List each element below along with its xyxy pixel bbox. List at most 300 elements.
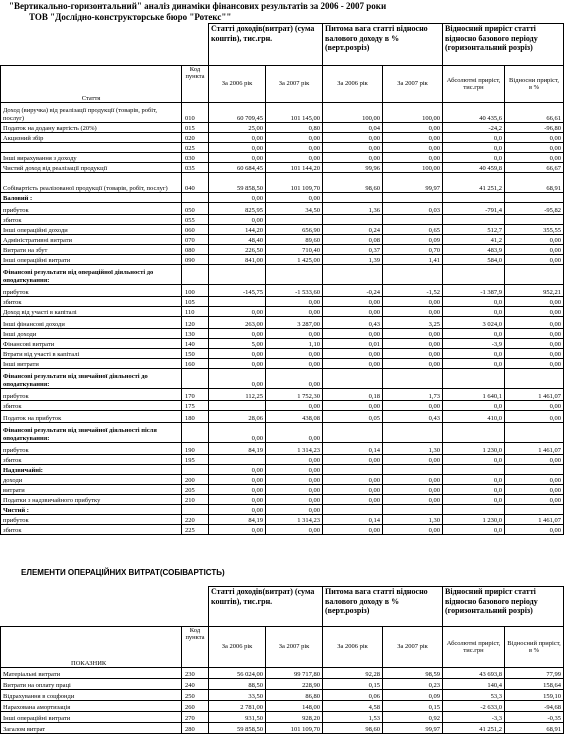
share-2007-column-header: За 2007 рік <box>383 66 443 103</box>
company-name: ТОВ "Дослідно-конструкторське бюро "Ротекс"" <box>29 12 232 22</box>
absolute-growth-cell: 140,4 <box>443 679 505 690</box>
amount-2006-cell: 825,95 <box>209 203 266 215</box>
amount-2006-cell: 60 709,45 <box>209 103 266 123</box>
row-label: Відрахування в соцфонди <box>1 690 182 701</box>
relative-growth-cell: 0,00 <box>505 349 564 359</box>
amount-2007-cell: 101 145,00 <box>266 103 323 123</box>
share-2006-cell: 0,08 <box>323 235 383 245</box>
amount-2007-cell: 0,00 <box>266 133 323 143</box>
share-2007-cell: 99,97 <box>383 723 443 734</box>
absolute-growth-cell <box>443 465 505 475</box>
relative-growth-cell: -95,82 <box>505 203 564 215</box>
share-2006-cell <box>323 423 383 443</box>
absolute-growth-cell: -24,2 <box>443 123 505 133</box>
amount-2006-cell: 25,00 <box>209 123 266 133</box>
share-2007-cell: 0,00 <box>383 297 443 307</box>
share-2007-cell <box>383 265 443 285</box>
share-2006-cell: 0,00 <box>323 329 383 339</box>
share-2006-cell <box>323 369 383 389</box>
amount-2006-cell: 48,40 <box>209 235 266 245</box>
table-row <box>1 235 564 245</box>
absolute-growth-cell: 0,0 <box>443 143 505 153</box>
absolute-growth-cell <box>443 505 505 515</box>
table-row <box>1 317 564 329</box>
table-row <box>1 485 564 495</box>
amount-2007-cell: 101 144,20 <box>266 163 323 173</box>
amount-2006-cell: 931,50 <box>209 712 266 723</box>
relative-growth-cell: 1 461,07 <box>505 443 564 455</box>
relative-growth-cell <box>505 505 564 515</box>
share-2007-cell: 0,92 <box>383 712 443 723</box>
year-2006-column-header: За 2006 рік <box>209 627 266 668</box>
header-blank-cell <box>182 587 209 627</box>
row-label: витрати <box>1 485 182 495</box>
absolute-growth-cell: 0,0 <box>443 401 505 411</box>
amount-2006-cell: 0,00 <box>209 495 266 505</box>
row-label: Доход (виручка) від реалізації продукції (товарів, робіт, послуг) <box>1 103 182 123</box>
relative-growth-cell: 159,10 <box>505 690 564 701</box>
row-code: 130 <box>182 329 209 339</box>
absolute-growth-cell <box>443 369 505 389</box>
share-2006-cell: 0,37 <box>323 245 383 255</box>
amount-2006-cell: 0,00 <box>209 423 266 443</box>
row-label: Податки з надзвичайного прибутку <box>1 495 182 505</box>
relative-growth-cell: -96,80 <box>505 123 564 133</box>
row-label: Надзвичайні: <box>1 465 182 475</box>
amount-2007-cell: 0,00 <box>266 143 323 153</box>
row-label: Матеріальні витрати <box>1 668 182 679</box>
row-code: 120 <box>182 317 209 329</box>
row-code: 080 <box>182 245 209 255</box>
table-row <box>1 443 564 455</box>
row-label: Фінансові результати від операційної діяльності до оподаткування: <box>1 265 182 285</box>
row-code: 260 <box>182 701 209 712</box>
row-code: 090 <box>182 255 209 265</box>
table-row <box>1 505 564 515</box>
relative-growth-cell: 0,00 <box>505 401 564 411</box>
share-2007-cell: -1,52 <box>383 285 443 297</box>
row-label: Податок на прибуток <box>1 411 182 423</box>
row-label: Податок на додану вартість (20%) <box>1 123 182 133</box>
amount-2006-cell: 0,00 <box>209 465 266 475</box>
row-code: 010 <box>182 103 209 123</box>
amount-2006-cell: 0,00 <box>209 143 266 153</box>
table-row <box>1 285 564 297</box>
relative-growth-cell: 0,00 <box>505 359 564 369</box>
row-label: Інші доходи <box>1 329 182 339</box>
amount-2006-cell: 0,00 <box>209 359 266 369</box>
relative-growth-cell <box>505 265 564 285</box>
row-label: Інші вирахування з доходу <box>1 153 182 163</box>
header-blank-cell <box>182 24 209 66</box>
absolute-growth-cell: -791,4 <box>443 203 505 215</box>
table-row <box>1 215 564 225</box>
absolute-growth-cell: 0,0 <box>443 475 505 485</box>
share-2006-cell: 0,06 <box>323 690 383 701</box>
amount-2007-cell: 89,60 <box>266 235 323 245</box>
absolute-growth-cell: 1 640,1 <box>443 389 505 401</box>
table-row <box>1 668 564 679</box>
relative-growth-cell: 77,99 <box>505 668 564 679</box>
relative-growth-cell <box>505 423 564 443</box>
share-2006-column-header: За 2006 рік <box>323 627 383 668</box>
amount-2006-cell <box>209 297 266 307</box>
share-2007-cell: 1,30 <box>383 443 443 455</box>
table-row <box>1 465 564 475</box>
amount-2006-cell: 28,06 <box>209 411 266 423</box>
relative-growth-cell: 0,00 <box>505 307 564 317</box>
row-label: Собівартість реалізованої продукції (товарів, робіт, послуг) <box>1 173 182 193</box>
absolute-growth-cell: 3 024,0 <box>443 317 505 329</box>
share-2006-cell: 98,60 <box>323 173 383 193</box>
share-2007-cell: 0,00 <box>383 495 443 505</box>
amount-2006-cell: 88,50 <box>209 679 266 690</box>
relative-growth-cell: 0,00 <box>505 411 564 423</box>
share-2006-cell <box>323 505 383 515</box>
row-label: прибуток <box>1 443 182 455</box>
row-code: 205 <box>182 485 209 495</box>
amount-2006-cell: 0,00 <box>209 369 266 389</box>
amount-2007-cell: 0,80 <box>266 123 323 133</box>
table-row <box>1 475 564 485</box>
share-2006-cell: 0,00 <box>323 401 383 411</box>
share-2007-cell: 0,00 <box>383 123 443 133</box>
header-blank-cell <box>1 24 182 66</box>
row-label: Інші операційні витрати <box>1 712 182 723</box>
row-code: 150 <box>182 349 209 359</box>
share-2007-column-header: За 2007 рік <box>383 627 443 668</box>
relative-growth-cell: 0,00 <box>505 525 564 535</box>
absolute-growth-cell: 41,2 <box>443 235 505 245</box>
row-label: збиток <box>1 401 182 411</box>
row-label: прибуток <box>1 203 182 215</box>
amount-2007-cell: 438,08 <box>266 411 323 423</box>
relative-growth-cell: 1 461,07 <box>505 389 564 401</box>
amount-2007-cell: 1 425,00 <box>266 255 323 265</box>
share-2007-cell: 0,03 <box>383 203 443 215</box>
amount-2007-cell: 0,00 <box>266 359 323 369</box>
amount-2006-cell: 226,50 <box>209 245 266 255</box>
row-code: 200 <box>182 475 209 485</box>
absolute-growth-cell <box>443 423 505 443</box>
table-row <box>1 225 564 235</box>
absolute-growth-cell: 0,0 <box>443 297 505 307</box>
row-label: Чистий : <box>1 505 182 515</box>
table-row <box>1 411 564 423</box>
row-code: 270 <box>182 712 209 723</box>
amount-2007-cell: 0,00 <box>266 475 323 485</box>
row-label: збиток <box>1 215 182 225</box>
row-code <box>182 465 209 475</box>
share-2006-cell: 0,24 <box>323 225 383 235</box>
share-2007-cell: 98,59 <box>383 668 443 679</box>
financial-results-table <box>0 23 564 535</box>
amount-2007-cell: 656,90 <box>266 225 323 235</box>
relative-growth-cell: 0,00 <box>505 133 564 143</box>
table-row <box>1 255 564 265</box>
row-code: 180 <box>182 411 209 423</box>
share-2006-cell: 0,00 <box>323 525 383 535</box>
amount-2007-cell: 1 314,23 <box>266 443 323 455</box>
amount-2006-cell: 841,00 <box>209 255 266 265</box>
amount-2007-cell: 0,00 <box>266 423 323 443</box>
table-row <box>1 455 564 465</box>
share-2007-cell: 0,00 <box>383 455 443 465</box>
absolute-growth-cell: 0,0 <box>443 329 505 339</box>
income-group-header: Статті доходів(витрат) (сума коштів), тис.грн. <box>209 587 323 627</box>
absolute-growth-cell: 0,0 <box>443 359 505 369</box>
row-label: Інші операційні доходи <box>1 225 182 235</box>
relative-growth-cell: 0,00 <box>505 245 564 255</box>
amount-2007-cell: 0,00 <box>266 349 323 359</box>
row-code: 175 <box>182 401 209 411</box>
amount-2007-cell: 0,00 <box>266 465 323 475</box>
table-row <box>1 712 564 723</box>
share-2006-cell: 0,00 <box>323 455 383 465</box>
table-row <box>1 153 564 163</box>
amount-2007-cell: 148,00 <box>266 701 323 712</box>
row-code: 220 <box>182 515 209 525</box>
share-2007-cell: 0,00 <box>383 349 443 359</box>
amount-2006-cell: 263,00 <box>209 317 266 329</box>
share-2006-cell: 0,00 <box>323 495 383 505</box>
row-label: Втрати від участі в капіталі <box>1 349 182 359</box>
row-label: Інші фінансові доходи <box>1 317 182 329</box>
row-label: Витрати на збут <box>1 245 182 255</box>
row-code: 140 <box>182 339 209 349</box>
row-code <box>182 505 209 515</box>
amount-2007-cell: 0,00 <box>266 329 323 339</box>
share-2007-cell: 0,23 <box>383 679 443 690</box>
header-blank-cell <box>1 587 182 627</box>
amount-2007-cell: 86,80 <box>266 690 323 701</box>
operating-expenses-table <box>0 586 564 734</box>
income-group-header: Статті доходів(витрат) (сума коштів), тис.грн. <box>209 24 323 66</box>
amount-2007-cell <box>266 215 323 225</box>
row-code: 160 <box>182 359 209 369</box>
amount-2006-cell: 2 781,00 <box>209 701 266 712</box>
row-code: 225 <box>182 525 209 535</box>
share-2006-cell <box>323 465 383 475</box>
relative-growth-column-header: Відносни приріст, в % <box>505 66 564 103</box>
absolute-growth-cell <box>443 215 505 225</box>
amount-2006-cell: 0,00 <box>209 525 266 535</box>
amount-2006-cell: 0,00 <box>209 133 266 143</box>
amount-2007-cell: 710,40 <box>266 245 323 255</box>
share-2007-cell: 0,09 <box>383 690 443 701</box>
amount-2006-cell: 0,00 <box>209 349 266 359</box>
amount-2007-cell: 34,50 <box>266 203 323 215</box>
share-2006-cell: 0,14 <box>323 443 383 455</box>
row-code: 015 <box>182 123 209 133</box>
amount-2007-cell: 3 287,00 <box>266 317 323 329</box>
table-row <box>1 265 564 285</box>
table-row <box>1 349 564 359</box>
amount-2006-cell: 0,00 <box>209 153 266 163</box>
relative-growth-cell: 0,00 <box>505 317 564 329</box>
growth-group-header: Відносний приріст статті відносно базового періоду (горизонтальний розріз) <box>443 24 564 66</box>
share-2006-cell: 0,15 <box>323 679 383 690</box>
share-2007-cell: 0,00 <box>383 329 443 339</box>
share-2007-cell: 99,97 <box>383 173 443 193</box>
row-code: 170 <box>182 389 209 401</box>
row-code: 020 <box>182 133 209 143</box>
share-2007-cell <box>383 465 443 475</box>
share-2007-cell: 0,00 <box>383 153 443 163</box>
amount-2006-cell: 59 858,50 <box>209 173 266 193</box>
relative-growth-cell <box>505 465 564 475</box>
amount-2006-cell <box>209 265 266 285</box>
row-label: прибуток <box>1 515 182 525</box>
relative-growth-cell: 0,00 <box>505 339 564 349</box>
share-2007-cell: 0,65 <box>383 225 443 235</box>
relative-growth-column-header: Відносний приріст, в % <box>505 627 564 668</box>
table-row <box>1 690 564 701</box>
amount-2007-cell: 0,00 <box>266 297 323 307</box>
amount-2007-cell: 928,20 <box>266 712 323 723</box>
share-2006-cell: 0,14 <box>323 515 383 525</box>
article-column-header: Стаття <box>1 66 182 103</box>
code-column-header: Код пункта <box>182 66 209 103</box>
row-code: 240 <box>182 679 209 690</box>
absolute-growth-column-header: Абсолютні приріст, тис.грн <box>443 66 505 103</box>
amount-2007-cell: 1,10 <box>266 339 323 349</box>
share-2007-cell: 0,00 <box>383 401 443 411</box>
absolute-growth-cell: 1 230,0 <box>443 443 505 455</box>
amount-2006-cell: 0,00 <box>209 329 266 339</box>
row-label: Інші операційні витрати <box>1 255 182 265</box>
row-code: 105 <box>182 297 209 307</box>
absolute-growth-cell: 483,9 <box>443 245 505 255</box>
row-code: 025 <box>182 143 209 153</box>
relative-growth-cell: 0,00 <box>505 143 564 153</box>
table-row <box>1 133 564 143</box>
amount-2007-cell: 0,00 <box>266 153 323 163</box>
row-code <box>182 265 209 285</box>
share-2006-cell: 92,28 <box>323 668 383 679</box>
amount-2007-cell: 0,00 <box>266 505 323 515</box>
share-2006-cell: -0,24 <box>323 285 383 297</box>
amount-2007-cell: -1 533,60 <box>266 285 323 297</box>
row-code: 195 <box>182 455 209 465</box>
row-code: 230 <box>182 668 209 679</box>
amount-2006-cell: 112,25 <box>209 389 266 401</box>
share-2006-cell: 0,00 <box>323 297 383 307</box>
table-row <box>1 423 564 443</box>
amount-2006-cell: 0,00 <box>209 307 266 317</box>
absolute-growth-cell: 41 251,2 <box>443 173 505 193</box>
relative-growth-cell: 0,00 <box>505 485 564 495</box>
relative-growth-cell: 0,00 <box>505 475 564 485</box>
share-2007-cell: 100,00 <box>383 103 443 123</box>
relative-growth-cell: 952,21 <box>505 285 564 297</box>
row-label: Доход від участі в капіталі <box>1 307 182 317</box>
report-title: "Вертикально-горизонтальний" аналіз динаміки фінансових результатів за 2006 - 2007 роки <box>9 1 387 11</box>
amount-2007-cell: 228,90 <box>266 679 323 690</box>
row-label: Нарахована амортизація <box>1 701 182 712</box>
absolute-growth-cell: 0,0 <box>443 133 505 143</box>
amount-2006-cell: 0,00 <box>209 215 266 225</box>
row-label: Загалом витрат <box>1 723 182 734</box>
relative-growth-cell: 355,55 <box>505 225 564 235</box>
share-2007-cell: 0,70 <box>383 245 443 255</box>
absolute-growth-cell: -1 387,9 <box>443 285 505 297</box>
table-row <box>1 401 564 411</box>
relative-growth-cell: -94,68 <box>505 701 564 712</box>
relative-growth-cell: 0,00 <box>505 235 564 245</box>
amount-2007-cell: 0,00 <box>266 401 323 411</box>
absolute-growth-cell: 0,0 <box>443 485 505 495</box>
relative-growth-cell: 0,00 <box>505 329 564 339</box>
table-row <box>1 329 564 339</box>
row-label: прибуток <box>1 285 182 297</box>
share-2006-cell: 0,43 <box>323 317 383 329</box>
absolute-growth-cell <box>443 193 505 203</box>
share-2006-cell: 0,00 <box>323 359 383 369</box>
share-2006-cell: 0,00 <box>323 485 383 495</box>
row-code <box>182 423 209 443</box>
row-code: 190 <box>182 443 209 455</box>
row-code <box>182 193 209 203</box>
absolute-growth-cell: 0,0 <box>443 455 505 465</box>
table-row <box>1 193 564 203</box>
amount-2007-cell: 1 314,23 <box>266 515 323 525</box>
absolute-growth-cell: 41 251,2 <box>443 723 505 734</box>
table-row <box>1 123 564 133</box>
relative-growth-cell: 0,00 <box>505 297 564 307</box>
row-code: 250 <box>182 690 209 701</box>
row-label: Акцизний збір <box>1 133 182 143</box>
table-row <box>1 307 564 317</box>
relative-growth-cell: 1 461,07 <box>505 515 564 525</box>
share-2007-cell: 1,73 <box>383 389 443 401</box>
row-code: 030 <box>182 153 209 163</box>
amount-2006-cell: 59 858,50 <box>209 723 266 734</box>
amount-2006-cell: -145,75 <box>209 285 266 297</box>
absolute-growth-cell <box>443 265 505 285</box>
table-row <box>1 173 564 193</box>
share-2007-cell: 0,43 <box>383 411 443 423</box>
absolute-growth-cell: 0,0 <box>443 307 505 317</box>
relative-growth-cell <box>505 369 564 389</box>
relative-growth-cell: 68,91 <box>505 723 564 734</box>
year-2007-column-header: За 2007 рік <box>266 66 323 103</box>
table-row <box>1 525 564 535</box>
row-label: збиток <box>1 297 182 307</box>
row-code: 055 <box>182 215 209 225</box>
share-2006-cell: 0,05 <box>323 411 383 423</box>
share-2006-cell: 100,00 <box>323 103 383 123</box>
relative-growth-cell: 0,00 <box>505 255 564 265</box>
row-code: 110 <box>182 307 209 317</box>
amount-2006-cell: 60 684,45 <box>209 163 266 173</box>
relative-growth-cell: 68,91 <box>505 173 564 193</box>
share-2006-cell: 0,18 <box>323 389 383 401</box>
share-2007-cell: 1,30 <box>383 515 443 525</box>
amount-2007-cell: 0,00 <box>266 495 323 505</box>
share-2007-cell: 0,00 <box>383 307 443 317</box>
share-2007-cell: 0,00 <box>383 485 443 495</box>
table-row <box>1 679 564 690</box>
relative-growth-cell: 0,00 <box>505 495 564 505</box>
amount-2006-cell: 84,19 <box>209 443 266 455</box>
table-row <box>1 103 564 123</box>
absolute-growth-cell: 53,3 <box>443 690 505 701</box>
row-label: Витрати на оплату праці <box>1 679 182 690</box>
amount-2007-cell: 101 109,70 <box>266 723 323 734</box>
relative-growth-cell: 66,61 <box>505 103 564 123</box>
absolute-growth-cell: 0,0 <box>443 153 505 163</box>
